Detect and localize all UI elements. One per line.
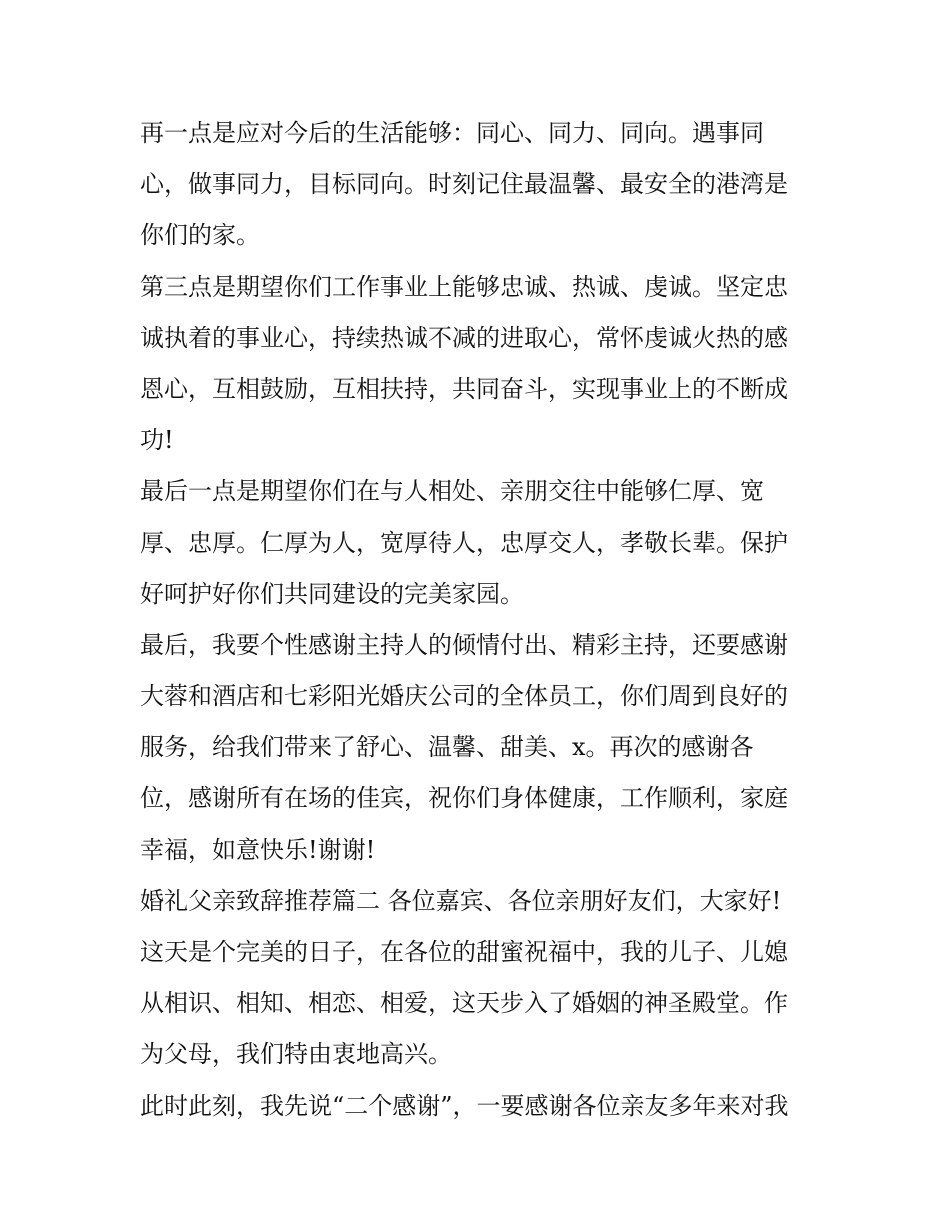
text-line: 最后一点是期望你们在与人相处、亲朋交往中能够仁厚、宽 (140, 477, 764, 506)
document-body (140, 108, 820, 1132)
text-line: 你们的家。 (140, 221, 260, 250)
text-line: 厚、忠厚。仁厚为人，宽厚待人，忠厚交人，孝敬长辈。保护 (140, 528, 788, 557)
text-line: 为父母，我们特由衷地高兴。 (140, 1040, 452, 1069)
text-line: 此时此刻，我先说“二个感谢”，一要感谢各位亲友多年来对我 (140, 1091, 789, 1120)
text-line: 大蓉和酒店和七彩阳光婚庆公司的全体员工，你们周到良好的 (140, 682, 788, 711)
text-line: 从相识、相知、相恋、相爱，这天步入了婚姻的神圣殿堂。作 (140, 989, 788, 1018)
text-line: 恩心，互相鼓励，互相扶持，共同奋斗，实现事业上的不断成 (140, 374, 788, 403)
text-line: 心，做事同力，目标同向。时刻记住最温馨、最安全的港湾是 (140, 170, 788, 199)
text-line: 诚执着的事业心，持续热诚不减的进取心，常怀虔诚火热的感 (140, 323, 788, 352)
text-line: 第三点是期望你们工作事业上能够忠诚、热诚、虔诚。坚定忠 (140, 272, 788, 301)
text-line: 最后，我要个性感谢主持人的倾情付出、精彩主持，还要感谢 (140, 630, 788, 659)
text-line: 好呵护好你们共同建设的完美家园。 (140, 579, 524, 608)
text-line: 功! (140, 426, 174, 455)
text-line: 服务，给我们带来了舒心、温馨、甜美、x。再次的感谢各 (140, 733, 754, 762)
text-line: 婚礼父亲致辞推荐篇二 各位嘉宾、各位亲朋好友们，大家好! (140, 886, 782, 915)
text-line: 这天是个完美的日子，在各位的甜蜜祝福中，我的儿子、儿媳 (140, 938, 788, 966)
text-line: 位，感谢所有在场的佳宾，祝你们身体健康，工作顺利，家庭 (140, 784, 788, 813)
text-line: 再一点是应对今后的生活能够：同心、同力、同向。遇事同 (140, 119, 764, 147)
text-line: 幸福，如意快乐!谢谢! (140, 835, 376, 864)
